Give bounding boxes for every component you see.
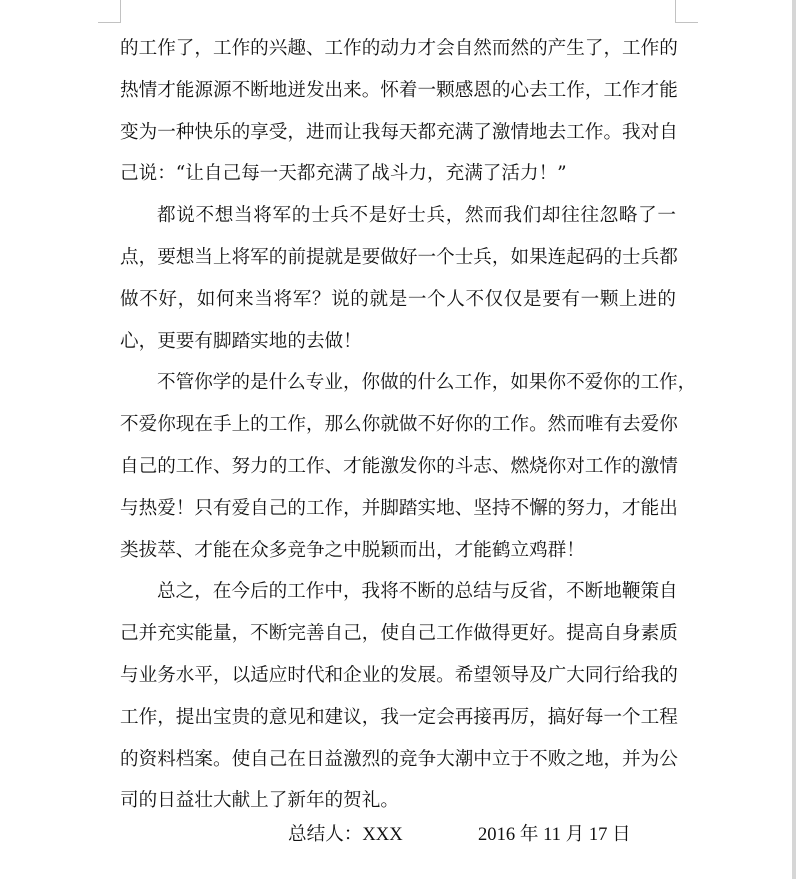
text-line: 工作，提出宝贵的意见和建议，我一定会再接再厉，搞好每一个工程 <box>120 706 678 728</box>
vertical-scrollbar[interactable] <box>792 0 796 879</box>
signature-author: 总结人：XXX <box>288 824 403 845</box>
text-line: 的工作了，工作的兴趣、工作的动力才会自然而然的产生了，工作的 <box>120 38 678 59</box>
document-body <box>120 28 697 822</box>
text-line: 与热爱！只有爱自己的工作，并脚踏实地、坚持不懈的努力，才能出 <box>120 497 678 519</box>
text-line: 心，更要有脚踏实地的去做！ <box>120 330 362 352</box>
text-line: 做不好，如何来当将军？说的就是一个人不仅仅是要有一颗上进的 <box>120 288 676 310</box>
text-line: 点，要想当上将军的前提就是要做好一个士兵，如果连起码的士兵都 <box>120 246 678 268</box>
crop-mark-top-left <box>98 0 121 23</box>
text-line: 热情才能源源不断地迸发出来。怀着一颗感恩的心去工作，工作才能 <box>120 79 678 101</box>
text-line: 变为一种快乐的享受，进而让我每天都充满了激情地去工作。我对自 <box>120 121 678 143</box>
text-line: 总之，在今后的工作中，我将不断的总结与反省，不断地鞭策自 <box>157 581 678 603</box>
paragraph-1 <box>120 28 676 195</box>
text-line: 与业务水平，以适应时代和企业的发展。希望领导及广大同行给我的 <box>120 664 678 686</box>
text-line: 的资料档案。使自己在日益激烈的竞争大潮中立于不败之地，并为公 <box>120 748 678 770</box>
text-line: 自己的工作、努力的工作、才能激发你的斗志、燃烧你对工作的激情 <box>120 455 678 477</box>
text-line: 己并充实能量，不断完善自己，使自己工作做得更好。提高自身素质 <box>120 623 678 645</box>
signature-date: 2016 年 11 月 17 日 <box>478 824 631 845</box>
paragraph-3 <box>120 362 697 571</box>
text-line: 不管你学的是什么专业，你做的什么工作，如果你不爱你的工作， <box>157 372 697 394</box>
text-line: 己说：“让自己每一天都充满了战斗力，充满了活力！” <box>120 163 567 185</box>
crop-mark-top-right <box>675 0 698 23</box>
paragraph-2 <box>120 195 676 362</box>
text-line: 都说不想当将军的士兵不是好士兵，然而我们却往往忽略了一 <box>157 205 676 227</box>
signature-line <box>120 814 676 856</box>
paragraph-4 <box>120 571 676 822</box>
text-line: 司的日益壮大献上了新年的贺礼。 <box>120 790 399 812</box>
text-line: 类拔萃、才能在众多竞争之中脱颖而出，才能鹤立鸡群！ <box>120 539 585 561</box>
text-line: 不爱你现在手上的工作，那么你就做不好你的工作。然而唯有去爱你 <box>120 414 678 436</box>
